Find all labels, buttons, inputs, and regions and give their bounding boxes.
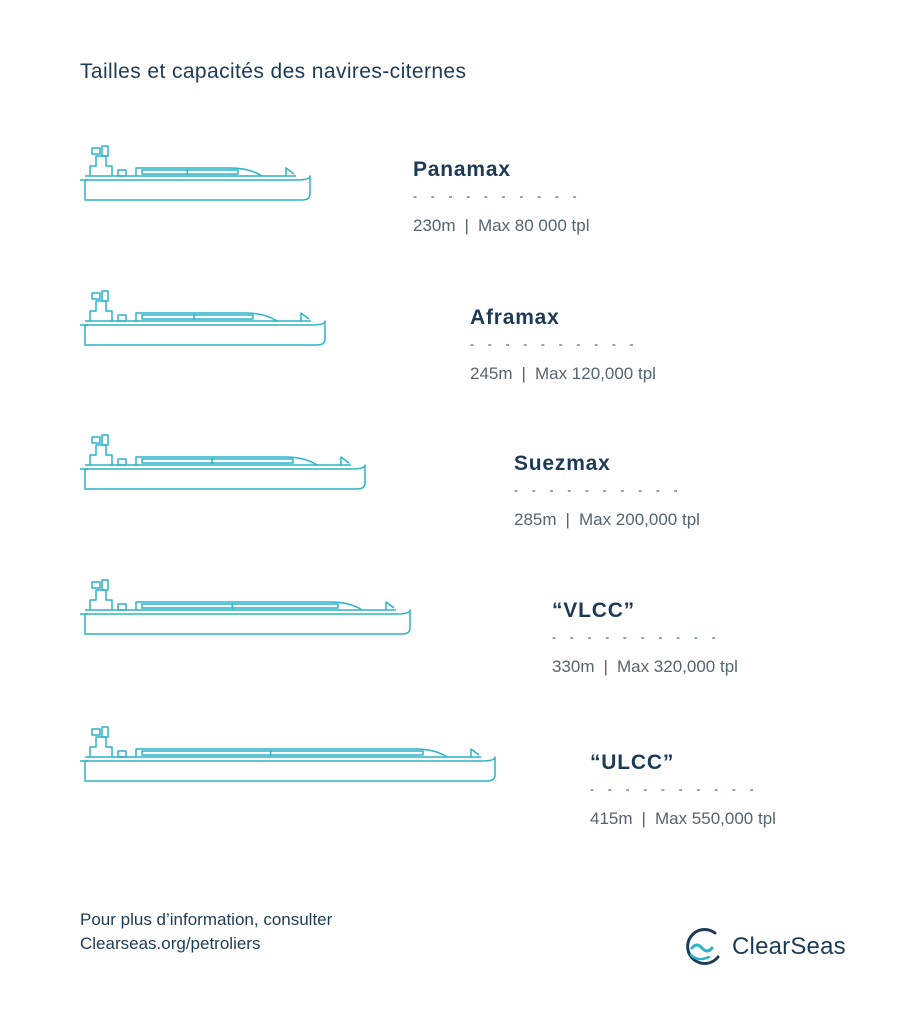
mast-box: [92, 582, 100, 588]
page-title: Tailles et capacités des navires-citernes: [80, 60, 467, 83]
cargo-pipeline: [136, 313, 277, 321]
cargo-pipeline: [136, 602, 362, 610]
ship-outline-aframax: [0, 293, 460, 363]
superstructure: [90, 301, 112, 321]
cargo-tank: [142, 751, 423, 755]
deck-box: [118, 604, 126, 610]
ship-name: “ULCC”: [590, 751, 675, 774]
ship-length: 285m: [514, 510, 557, 529]
logo-text: ClearSeas: [732, 933, 846, 960]
ship-name: Panamax: [413, 158, 511, 181]
divider-dashes: - - - - - - - - - -: [552, 630, 721, 644]
ship-capacity: Max 550,000 tpl: [654, 809, 776, 828]
ship-outline-suezmax: [0, 437, 480, 507]
ship-specs: [413, 216, 589, 236]
superstructure: [90, 156, 112, 176]
ship-row-suezmax: [0, 437, 921, 567]
cargo-tank: [142, 604, 338, 608]
ship-row-aframax: [0, 293, 921, 423]
bow-mast: [341, 457, 349, 465]
bow-mast: [386, 602, 394, 610]
ship-capacity: Max 80 000 tpl: [477, 216, 590, 235]
ship-label: [413, 158, 589, 236]
deck-box: [118, 751, 126, 757]
clearseas-logo: [680, 924, 846, 970]
funnel: [102, 291, 108, 301]
ship-row-ulcc: [0, 729, 921, 859]
hull-outline: [85, 465, 365, 489]
deck-box: [118, 170, 126, 176]
cargo-tank: [142, 315, 253, 319]
hull-outline: [85, 610, 410, 634]
ship-name: “VLCC”: [552, 599, 635, 622]
hull-outline: [85, 757, 495, 781]
footer-line: Pour plus d’information, consulter: [80, 910, 333, 929]
ship-label: [470, 306, 656, 384]
ship-length: 230m: [413, 216, 456, 235]
superstructure: [90, 737, 112, 757]
mast-box: [92, 148, 100, 154]
spec-separator: |: [464, 216, 469, 235]
mast-box: [92, 293, 100, 299]
ship-capacity: Max 120,000 tpl: [534, 364, 656, 383]
funnel: [102, 727, 108, 737]
ship-capacity: Max 200,000 tpl: [578, 510, 700, 529]
ship-length: 415m: [590, 809, 633, 828]
bow-mast: [301, 313, 309, 321]
ship-specs: [590, 809, 776, 829]
cargo-pipeline: [136, 749, 447, 757]
ship-length: 330m: [552, 657, 595, 676]
bow-mast: [286, 168, 294, 176]
ship-capacity: Max 320,000 tpl: [616, 657, 738, 676]
ship-row-vlcc: [0, 582, 921, 712]
ship-length: 245m: [470, 364, 513, 383]
superstructure: [90, 590, 112, 610]
ship-row-panamax: [0, 148, 921, 278]
ship-specs: [514, 510, 700, 530]
cargo-tank: [142, 459, 293, 463]
mast-box: [92, 437, 100, 443]
ship-specs: [552, 657, 738, 677]
cargo-pipeline: [136, 168, 262, 176]
deck-box: [118, 459, 126, 465]
ship-label: [514, 452, 700, 530]
spec-separator: |: [521, 364, 526, 383]
spec-separator: |: [565, 510, 570, 529]
footer-info: [80, 908, 332, 956]
funnel: [102, 435, 108, 445]
ship-name: Aframax: [470, 306, 560, 329]
spec-separator: |: [641, 809, 646, 828]
spec-separator: |: [603, 657, 608, 676]
cargo-tank: [142, 170, 238, 174]
funnel: [102, 146, 108, 156]
ship-specs: [470, 364, 656, 384]
ship-label: [590, 751, 776, 829]
hull-outline: [85, 176, 310, 200]
ship-label: [552, 599, 738, 677]
deck-box: [118, 315, 126, 321]
divider-dashes: - - - - - - - - - -: [470, 337, 639, 351]
ship-name: Suezmax: [514, 452, 611, 475]
ship-outline-panamax: [0, 148, 460, 218]
divider-dashes: - - - - - - - - - -: [590, 782, 759, 796]
funnel: [102, 580, 108, 590]
footer-link[interactable]: Clearseas.org/petroliers: [80, 934, 261, 953]
cargo-pipeline: [136, 457, 317, 465]
superstructure: [90, 445, 112, 465]
ship-outline-ulcc: [0, 729, 560, 799]
hull-outline: [85, 321, 325, 345]
mast-box: [92, 729, 100, 735]
bow-mast: [471, 749, 479, 757]
divider-dashes: - - - - - - - - - -: [413, 189, 582, 203]
ship-outline-vlcc: [0, 582, 520, 652]
wave-logo-icon: [680, 924, 726, 970]
divider-dashes: - - - - - - - - - -: [514, 483, 683, 497]
